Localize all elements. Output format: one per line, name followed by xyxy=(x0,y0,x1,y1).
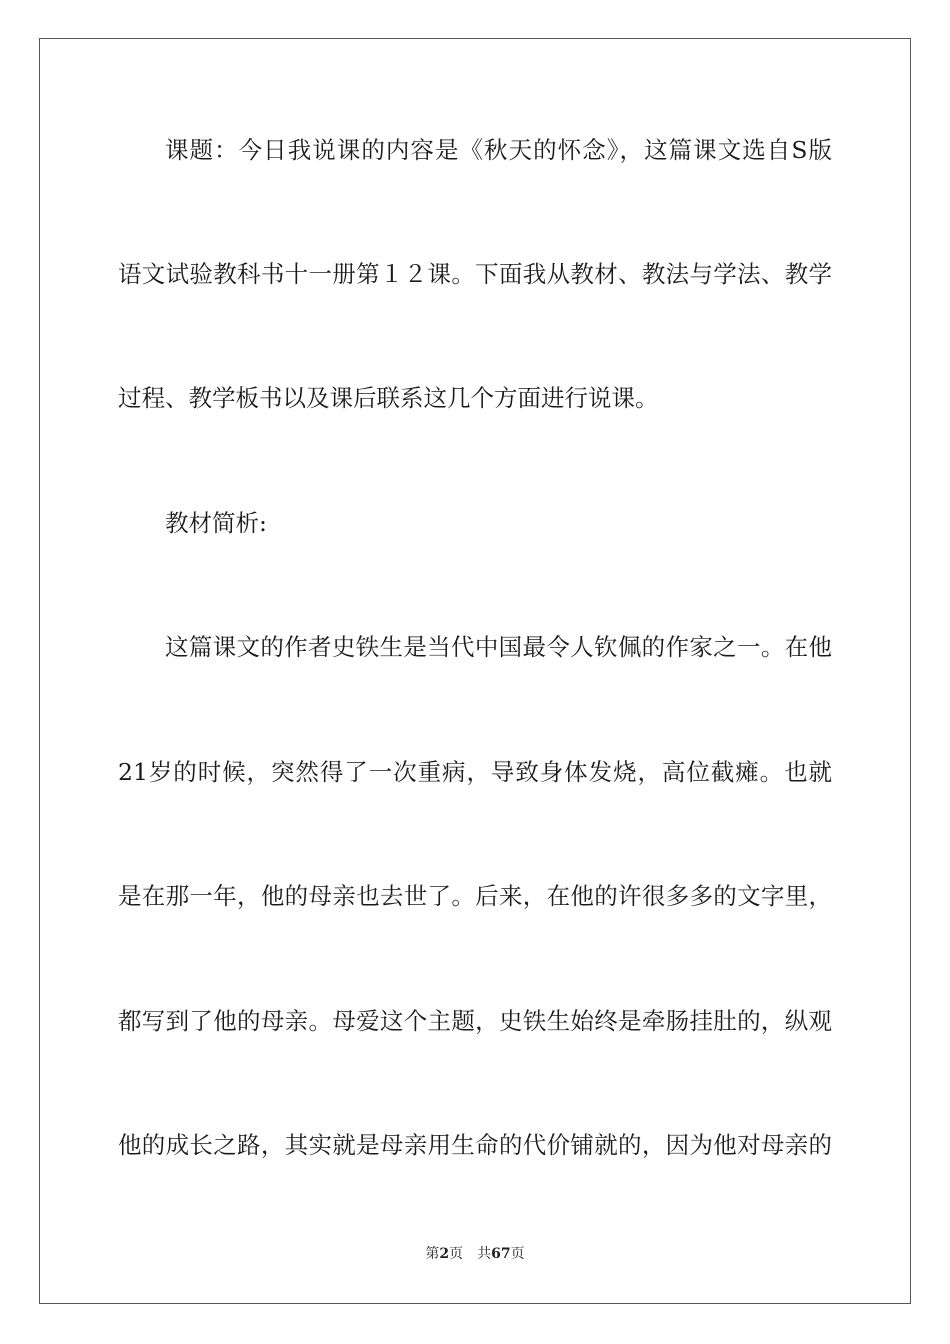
text-line: 过程、教学板书以及课后联系这几个方面进行说课。 xyxy=(118,384,659,412)
text-line: 21岁的时候，突然得了一次重病，导致身体发烧，高位截瘫。也就 xyxy=(118,758,832,786)
text-line: 语文试验教科书十一册第１２课。下面我从教材、教法与学法、教学 xyxy=(118,260,832,288)
page-border xyxy=(39,38,911,1304)
footer-total-pages: 67 xyxy=(491,1246,511,1262)
text-line: 他的成长之路，其实就是母亲用生命的代价铺就的，因为他对母亲的 xyxy=(118,1131,832,1159)
footer-total-prefix: 共 xyxy=(477,1246,492,1262)
footer-page-number: 2 xyxy=(439,1246,450,1262)
text-line: 是在那一年，他的母亲也去世了。后来，在他的许很多多的文字里， xyxy=(118,882,832,910)
page-footer xyxy=(0,1245,950,1263)
text-line: 课题：今日我说课的内容是《秋天的怀念》，这篇课文选自S版 xyxy=(165,136,832,164)
section-heading: 教材简析: xyxy=(165,509,267,537)
footer-page-prefix: 第 xyxy=(425,1246,440,1262)
text-line: 这篇课文的作者史铁生是当代中国最令人钦佩的作家之一。在他 xyxy=(165,633,832,661)
text-line: 都写到了他的母亲。母爱这个主题，史铁生始终是牵肠挂肚的，纵观 xyxy=(118,1007,832,1035)
footer-page-suffix: 页 xyxy=(449,1246,464,1262)
footer-total-suffix: 页 xyxy=(510,1246,525,1262)
